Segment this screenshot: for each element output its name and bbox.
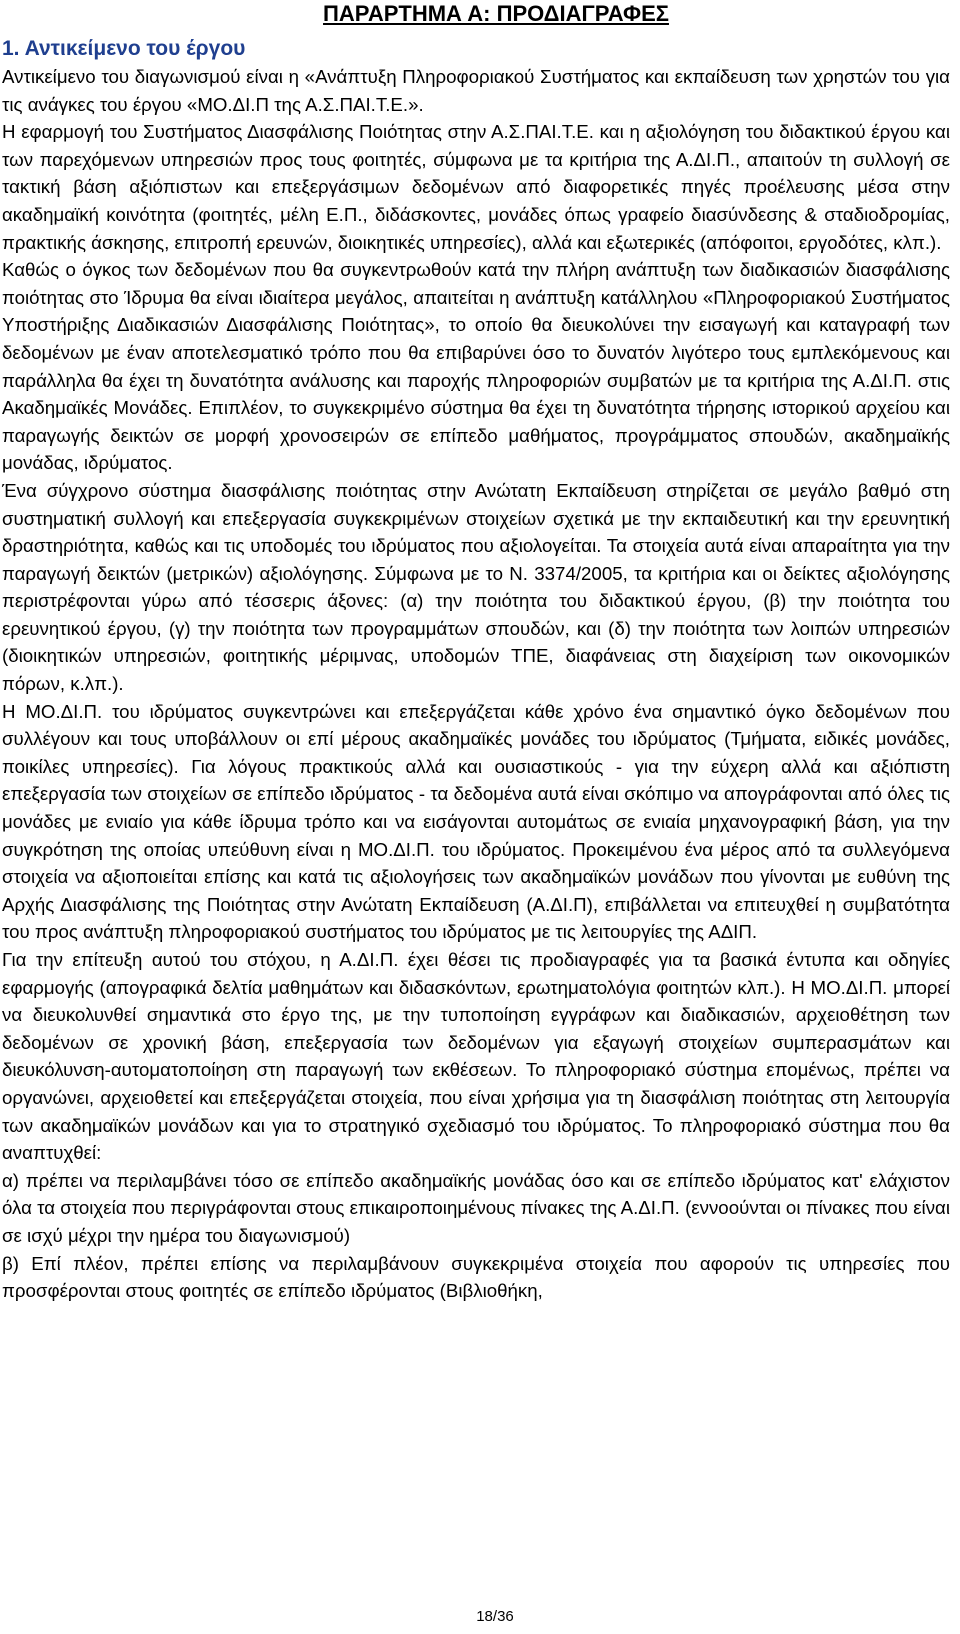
paragraph: Αντικείμενο του διαγωνισμού είναι η «Ανάπτυξη Πληροφοριακού Συστήματος και εκπαίδευση των χρηστών του για τις ανάγκες του έργου «ΜΟ.ΔΙ.Π της Α.Σ.ΠΑΙ.Τ.Ε.». [2,66,950,115]
page-number: 18/36 [476,1608,514,1625]
document-title: ΠΑΡΑΡΤΗΜΑ Α: ΠΡΟΔΙΑΓΡΑΦΕΣ [323,1,669,26]
paragraph: Για την επίτευξη αυτού του στόχου, η Α.ΔΙ.Π. έχει θέσει τις προδιαγραφές για τα βασικά έντυπα και οδηγίες εφαρμογής (απογραφικά δελτία μαθημάτων και διδασκόντων, ερωτηματολόγια φοιτητών κλπ.). Η ΜΟ.ΔΙ.Π. μπορεί να διευκολυνθεί σημαντικά στο έργο της, με την τυποποίηση εγγράφων και διαδικασιών, αρχειοθέτηση των δεδομένων σε χρονική βάση, επεξεργασία των δεδομένων για εξαγωγή στοιχείων συμπερασμάτων και διευκόλυνση-αυτοματοποίηση στη παραγωγή των εκθέσεων. Το πληροφοριακό σύστημα επομένως, πρέπει να οργανώνει, αρχειοθετεί και επεξεργάζεται στοιχεία, που είναι χρήσιμα για τη διασφάλιση ποιότητας στη λειτουργία των ακαδημαϊκών μονάδων και για το στρατηγικό σχεδιασμό του ιδρύματος. Το πληροφοριακό σύστημα που θα αναπτυχθεί: [2,949,950,1164]
list-item: α) πρέπει να περιλαμβάνει τόσο σε επίπεδο ακαδημαϊκής μονάδας όσο και σε επίπεδο ιδρύματος κατ' ελάχιστον όλα τα στοιχεία που περιγράφονται στους επικαιροποιημένους πίνακες της Α.ΔΙ.Π. (εννοούνται οι πίνακες που είναι σε ισχύ μέχρι την ημέρα του διαγωνισμού) [2,1169,950,1246]
paragraph: Η ΜΟ.ΔΙ.Π. του ιδρύματος συγκεντρώνει και επεξεργάζεται κάθε χρόνο ένα σημαντικό όγκο δεδομένων που συλλέγουν και τους υποβάλλουν οι επί μέρους ακαδημαϊκές μονάδες του ιδρύματος (Τμήματα, ειδικές μονάδες, ποικίλες υπηρεσίες). Για λόγους πρακτικούς αλλά και ουσιαστικούς - για την εύχερη αλλά και αξιόπιστη επεξεργασία των στοιχείων σε επίπεδο ιδρύματος - τα δεδομένα αυτά είναι σκόπιμο να απογράφονται από όλες τις μονάδες με ενιαίο για κάθε ίδρυμα τρόπο και να εισάγονται αυτομάτως σε ενιαία μηχανογραφική βάση, για την συγκρότηση της οποίας υπεύθυνη είναι η ΜΟ.ΔΙ.Π. του ιδρύματος. Προκειμένου ένα μέρος από τα συλλεγόμενα στοιχεία να αξιοποιείται επίσης και κατά τις αξιολογήσεις των ακαδημαϊκών μονάδων που γίνονται με ευθύνη της Αρχής Διασφάλισης της Ποιότητας στην Ανώτατη Εκπαίδευση (Α.ΔΙ.Π), επιβάλλεται να επιτευχθεί η συμβατότητα του προς ανάπτυξη πληροφοριακού συστήματος του ιδρύματος με τις λειτουργίες της ΑΔΙΠ. [2,700,950,943]
list-item: β) Επί πλέον, πρέπει επίσης να περιλαμβάνουν συγκεκριμένα στοιχεία που αφορούν τις υπηρεσίες που προσφέρονται στους φοιτητές σε επίπεδο ιδρύματος (Βιβλιοθήκη, [2,1252,950,1302]
paragraph: Καθώς ο όγκος των δεδομένων που θα συγκεντρωθούν κατά την πλήρη ανάπτυξη των διαδικασιών διασφάλισης ποιότητας στο Ίδρυμα θα είναι ιδιαίτερα μεγάλος, απαιτείται η ανάπτυξη κατάλληλου «Πληροφοριακού Συστήματος Υποστήριξης Διαδικασιών Διασφάλισης Ποιότητας», το οποίο θα διευκολύνει την εισαγωγή και καταγραφή των δεδομένων με έναν αποτελεσματικό τρόπο που θα επιβαρύνει όσο το δυνατόν λιγότερο τους εμπλεκόμενους και παράλληλα θα έχει τη δυνατότητα ανάλυσης και παροχής πληροφοριών συμβατών με τα κριτήρια της Α.ΔΙ.Π. στις Ακαδημαϊκές Μονάδες. Επιπλέον, το συγκεκριμένο σύστημα θα έχει τη δυνατότητα τήρησης ιστορικού αρχείου και παραγωγής δεικτών σε μορφή χρονοσειρών σε επίπεδο μαθήματος, προγράμματος σπουδών, ακαδημαϊκής μονάδας, ιδρύματος. [2,259,950,474]
paragraph: Ένα σύγχρονο σύστημα διασφάλισης ποιότητας στην Ανώτατη Εκπαίδευση στηρίζεται σε μεγάλο βαθμό στη συστηματική συλλογή και επεξεργασία συγκεκριμένων στοιχείων σχετικά με την εκπαιδευτική και την ερευνητική δραστηριότητα, καθώς και τις υποδομές του ιδρύματος που αξιολογείται. Τα στοιχεία αυτά είναι απαραίτητα για την παραγωγή δεικτών (μετρικών) αξιολόγησης. Σύμφωνα με το Ν. 3374/2005, τα κριτήρια και οι δείκτες αξιολόγησης περιστρέφονται γύρω από τέσσερις άξονες: (α) την ποιότητα του διδακτικού έργου, (β) την ποιότητα του ερευνητικού έργου, (γ) την ποιότητα των προγραμμάτων σπουδών, και (δ) την ποιότητα των λοιπών υπηρεσιών (διοικητικών υπηρεσιών, φοιτητικής μέριμνας, υποδομών ΤΠΕ, διαφάνειας στη διαχείριση των οικονομικών πόρων, κ.λπ.). [2,479,950,695]
section-heading: 1. Αντικείμενο του έργου [2,37,246,60]
paragraph: Η εφαρμογή του Συστήματος Διασφάλισης Ποιότητας στην Α.Σ.ΠΑΙ.Τ.Ε. και η αξιολόγηση του διδακτικού έργου και των παρεχόμενων υπηρεσιών προς τους φοιτητές, σύμφωνα με τα κριτήρια της Α.ΔΙ.Π., απαιτούν τη συλλογή σε τακτική βάση αξιόπιστων και επεξεργάσιμων δεδομένων από διαφορετικές πηγές προέλευσης μέσα στην ακαδημαϊκή κοινότητα (φοιτητές, μέλη Ε.Π., διδάσκοντες, μονάδες όπως γραφείο διασύνδεσης & σταδιοδρομίας, πρακτικής άσκησης, επιτροπή ερευνών, διοικητικές υπηρεσίες), αλλά και εξωτερικές (απόφοιτοι, εργοδότες, κλπ.). [2,121,950,253]
